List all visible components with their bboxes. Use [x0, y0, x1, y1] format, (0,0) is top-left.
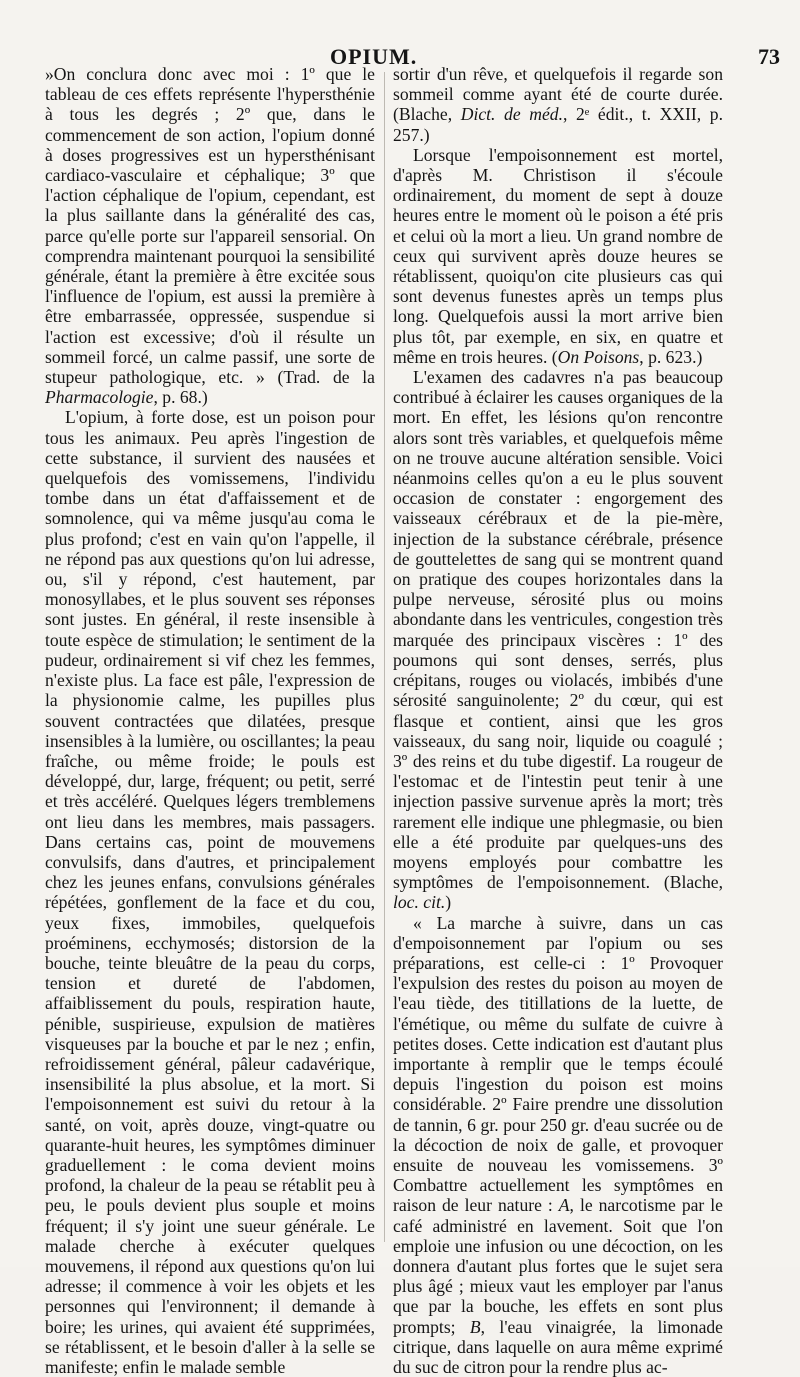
paragraph: »On conclura donc avec moi : 1º que le tableau de ces effets représente l'hypersthénie à tous les degrés ; 2º que, dans le commencement de son action, l'opium donné à doses progressives est un hypersthénisant cardiaco-vasculaire et céphalique; 3º que l'action céphalique de l'opium, cependant, est la plus saillante dans la généralité des cas, parce qu'elle porte sur l'appareil sensorial. On comprendra maintenant pourquoi la sensibilité générale, étant la première à être excitée sous l'influence de l'opium, est aussi la première à être embarrassée, oppressée, suspendue si l'action est excessive; d'où il résulte un sommeil forcé, un calme passif, une sorte de stupeur pathologique, etc. » (Trad. de la Pharmacologie, p. 68.): [45, 64, 375, 408]
paragraph: L'examen des cadavres n'a pas beaucoup contribué à éclairer les causes organiques de la mort. En effet, les lésions qu'on rencontre alors sont très variables, et quelquefois même on ne trouve aucune altération sensible. Voici néanmoins celles qu'on a eu le plus souvent occasion de constater : engorgement des vaisseaux cérébraux et de la pie-mère, injection de la substance cérébrale, présence de gouttelettes de sang qui se montrent quand on pratique des coupes horizontales dans la pulpe nerveuse, sérosité plus ou moins abondante dans les ventricules, congestion très marquée des principaux viscères : 1º des poumons qui sont denses, serrés, plus crépitans, rouges ou violacés, imbibés d'une sérosité sanguinolente; 2º du cœur, qui est flasque et contient, ainsi que les gros vaisseaux, du sang noir, liquide ou coagulé ; 3º des reins et du tube digestif. La rougeur de l'estomac et de l'intestin peut tenir à une injection passive survenue après la mort; très rarement elle indique une phlegmasie, ou bien elle a été produite par quelques-uns des moyens employés pour combattre les symptômes de l'empoisonnement. (Blache, loc. cit.): [393, 367, 723, 913]
right-column: [393, 64, 723, 1377]
running-title: OPIUM.: [330, 44, 418, 69]
paragraph: « La marche à suivre, dans un cas d'empoisonnement par l'opium ou ses préparations, est celle-ci : 1º Provoquer l'expulsion des restes du poison au moyen de l'eau tiède, des titillations de la luette, de l'émétique, ou même du sulfate de cuivre à petites doses. Cette indication est d'autant plus importante à remplir que le temps écoulé depuis l'ingestion du poison est moins considérable. 2º Faire prendre une dissolution de tannin, 6 gr. pour 250 gr. d'eau sucrée ou de la décoction de noix de galle, et provoquer ensuite de nouveau les vomissemens. 3º Combattre actuellement les symptômes en raison de leur nature : A, le narcotisme par le café administré en lavement. Soit que l'on emploie une infusion ou une décoction, on les donnera d'autant plus fortes que le sujet sera plus âgé ; mieux vaut les employer par l'anus que par la bouche, les effets en sont plus prompts; B, l'eau vinaigrée, la limonade citrique, dans laquelle on aura même exprimé du suc de citron pour la rendre plus ac-: [393, 912, 723, 1377]
column-divider: [384, 72, 385, 1242]
left-column: [45, 64, 375, 1377]
paragraph: sortir d'un rêve, et quelquefois il regarde son sommeil comme ayant été de courte durée. (Blache, Dict. de méd., 2ᵉ édit., t. XXII, p. 257.): [393, 64, 723, 145]
paragraph: L'opium, à forte dose, est un poison pour tous les animaux. Peu après l'ingestion de cette substance, il survient des nausées et quelquefois des vomissemens, l'individu tombe dans un état d'affaissement et de somnolence, qui va même jusqu'au coma le plus profond; c'est en vain qu'on l'appelle, il ne répond pas aux questions qu'on lui adresse, ou, s'il y répond, c'est hautement, par monosyllabes, et le plus souvent ses réponses sont justes. En général, il reste insensible à toute espèce de stimulation; le sentiment de la pudeur, ordinairement si vif chez les femmes, n'existe plus. La face est pâle, l'expression de la physionomie calme, les pupilles plus souvent contractées que dilatées, presque insensibles à la lumière, ou oscillantes; la peau fraîche, ou même froide; le pouls est développé, dur, large, fréquent; ou petit, serré et très accéléré. Quelques légers tremblemens ont lieu dans les membres, mais passagers. Dans certains cas, point de mouvemens convulsifs, dans d'autres, et principalement chez les jeunes enfans, convulsions générales répétées, gonflement de la face et du cou, yeux fixes, immobiles, quelquefois proéminens, ecchymosés; distorsion de la bouche, teinte bleuâtre de la peau du corps, tension et dureté de l'abdomen, affaiblissement du pouls, respiration haute, pénible, suspirieuse, expulsion de matières visqueuses par la bouche et par le nez ; enfin, refroidissement général, pâleur cadavérique, insensibilité la plus absolue, et la mort. Si l'empoisonnement est suivi du retour à la santé, on voit, après douze, vingt-quatre ou quarante-huit heures, les symptômes diminuer graduellement : le coma devient moins profond, la chaleur de la peau se rétablit peu à peu, le pouls devient plus souple et moins fréquent; il s'y joint une sueur générale. Le malade cherche à exécuter quelques mouvemens, il répond aux questions qu'on lui adresse; il commence à voir les objets et les personnes qui l'environnent; il demande à boire; les urines, qui avaient été supprimées, se rétablissent, et le besoin d'aller à la selle se manifeste; enfin le malade semble: [45, 407, 375, 1377]
page-number: 73: [758, 44, 780, 69]
paragraph: Lorsque l'empoisonnement est mortel, d'après M. Christison il s'écoule ordinairement, du moment de sept à douze heures entre le moment où le poison a été pris et celui où la mort a lieu. Un grand nombre de ceux qui survivent après douze heures se rétablissent, quoiqu'on cite plusieurs cas qui sont devenus funestes après un temps plus long. Quelquefois aussi la mort arrive bien plus tôt, par exemple, en six, en quatre et même en trois heures. (On Poisons, p. 623.): [393, 144, 723, 367]
